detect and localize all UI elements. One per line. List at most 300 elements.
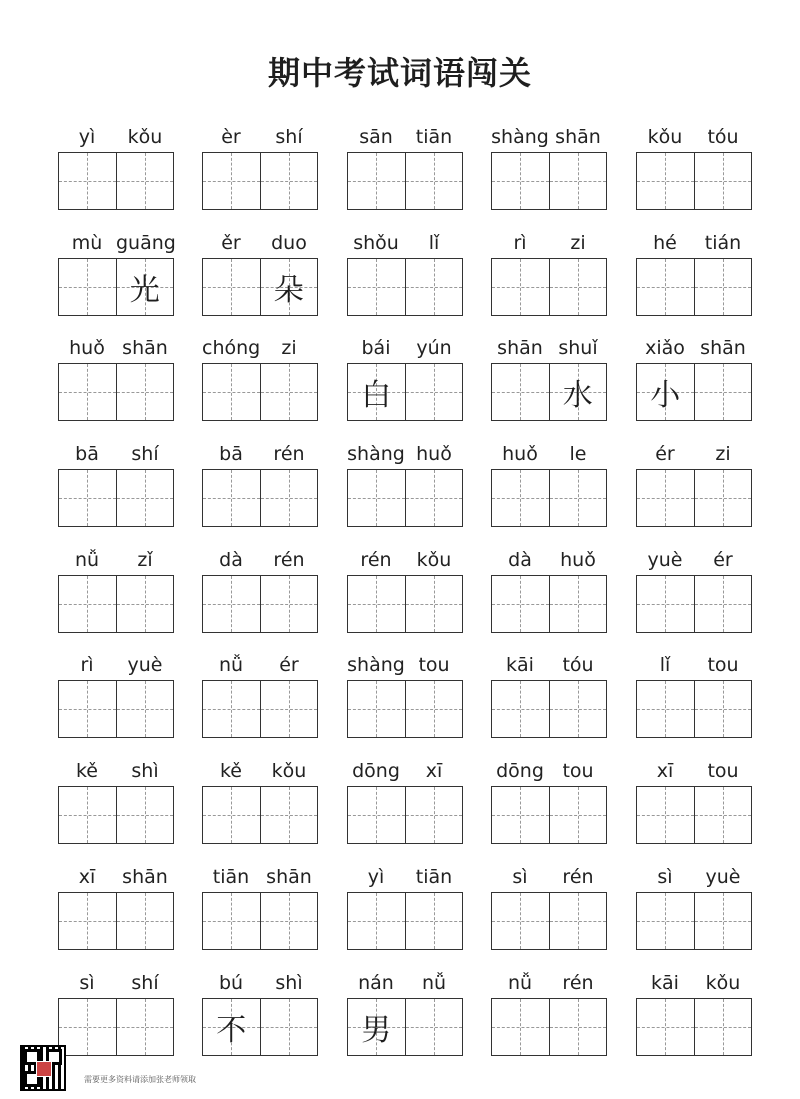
pinyin-syllable: xī xyxy=(425,760,443,782)
word-cell xyxy=(202,754,318,844)
pinyin-row xyxy=(202,120,318,148)
tianzige-box[interactable] xyxy=(348,259,405,315)
tianzige-box[interactable] xyxy=(260,470,318,526)
tianzige-box-pair xyxy=(636,363,752,421)
pinyin-syllable: tou xyxy=(707,760,739,782)
pinyin-row xyxy=(347,226,463,254)
tianzige-box[interactable] xyxy=(348,470,405,526)
pinyin-row xyxy=(491,860,607,888)
tianzige-box-pair xyxy=(491,575,607,633)
footer xyxy=(20,1045,196,1091)
tianzige-box[interactable] xyxy=(405,787,463,843)
tianzige-box[interactable] xyxy=(492,787,549,843)
word-cell xyxy=(491,331,607,421)
pinyin-syllable: rén xyxy=(360,549,392,571)
tianzige-box[interactable] xyxy=(405,364,463,420)
pinyin-syllable: xiǎo xyxy=(645,337,685,359)
tianzige-box[interactable] xyxy=(203,787,260,843)
pinyin-syllable: tiān xyxy=(415,126,453,148)
word-cell xyxy=(58,226,174,316)
pinyin-syllable: zǐ xyxy=(137,549,153,571)
tianzige-box-pair xyxy=(347,363,463,421)
tianzige-box-pair xyxy=(202,575,318,633)
tianzige-box[interactable] xyxy=(116,153,174,209)
pinyin-syllable: nǚ xyxy=(507,972,533,994)
tianzige-box[interactable] xyxy=(637,893,694,949)
tianzige-box[interactable] xyxy=(203,153,260,209)
word-cell xyxy=(58,543,174,633)
tianzige-box[interactable] xyxy=(549,576,607,632)
pinyin-row xyxy=(347,331,463,359)
tianzige-box[interactable] xyxy=(116,893,174,949)
word-cell xyxy=(58,966,174,1056)
word-cell xyxy=(347,120,463,210)
tianzige-box[interactable] xyxy=(260,681,318,737)
pinyin-syllable: bú xyxy=(218,972,244,994)
pinyin-syllable: ěr xyxy=(221,232,241,254)
word-cell xyxy=(636,648,752,738)
tianzige-box[interactable] xyxy=(405,259,463,315)
pinyin-syllable: shí xyxy=(131,972,159,994)
pinyin-syllable: dà xyxy=(219,549,243,571)
pinyin-row xyxy=(636,860,752,888)
tianzige-box-pair xyxy=(58,575,174,633)
pinyin-row xyxy=(491,966,607,994)
tianzige-box[interactable] xyxy=(694,893,752,949)
tianzige-box-pair xyxy=(58,469,174,527)
pinyin-syllable: zi xyxy=(281,337,297,359)
pinyin-syllable: lǐ xyxy=(428,232,440,254)
pinyin-syllable: kǒu xyxy=(127,126,163,148)
pinyin-syllable: rì xyxy=(513,232,527,254)
pinyin-syllable: kǒu xyxy=(705,972,741,994)
pinyin-row xyxy=(58,226,174,254)
tianzige-box[interactable] xyxy=(637,153,694,209)
tianzige-box[interactable] xyxy=(492,576,549,632)
word-cell xyxy=(202,437,318,527)
tianzige-box-pair xyxy=(202,258,318,316)
pinyin-row xyxy=(202,754,318,782)
pinyin-row xyxy=(636,226,752,254)
tianzige-box-pair xyxy=(491,998,607,1056)
tianzige-box-pair xyxy=(636,258,752,316)
pinyin-syllable: kāi xyxy=(651,972,679,994)
tianzige-box[interactable] xyxy=(694,153,752,209)
pinyin-syllable: dōng xyxy=(352,760,400,782)
pinyin-syllable: dà xyxy=(508,549,532,571)
tianzige-box[interactable] xyxy=(116,681,174,737)
pinyin-row xyxy=(58,966,174,994)
word-cell xyxy=(58,648,174,738)
tianzige-box-pair xyxy=(636,469,752,527)
tianzige-box-pair xyxy=(58,363,174,421)
tianzige-box[interactable] xyxy=(59,470,116,526)
tianzige-box-pair xyxy=(58,680,174,738)
tianzige-box[interactable] xyxy=(549,153,607,209)
pinyin-row xyxy=(491,331,607,359)
pinyin-syllable: shuǐ xyxy=(558,337,598,359)
tianzige-box[interactable] xyxy=(348,364,405,420)
pinyin-syllable: yuè xyxy=(705,866,741,888)
tianzige-box-pair xyxy=(347,575,463,633)
pinyin-syllable: nán xyxy=(358,972,394,994)
tianzige-box[interactable] xyxy=(694,576,752,632)
tianzige-box-pair xyxy=(58,258,174,316)
tianzige-box[interactable] xyxy=(405,681,463,737)
pinyin-syllable: yì xyxy=(367,866,385,888)
tianzige-box[interactable] xyxy=(549,787,607,843)
pinyin-row xyxy=(58,754,174,782)
tianzige-box-pair xyxy=(347,152,463,210)
tianzige-box[interactable] xyxy=(59,893,116,949)
tianzige-box[interactable] xyxy=(549,893,607,949)
pinyin-syllable: lǐ xyxy=(659,654,671,676)
tianzige-box-pair xyxy=(202,786,318,844)
tianzige-box[interactable] xyxy=(348,787,405,843)
pinyin-syllable: sān xyxy=(359,126,393,148)
tianzige-box-pair xyxy=(491,892,607,950)
pinyin-syllable: rén xyxy=(273,549,305,571)
pinyin-syllable: zi xyxy=(715,443,731,465)
pinyin-row xyxy=(636,966,752,994)
word-cell xyxy=(347,648,463,738)
pinyin-row xyxy=(202,543,318,571)
tianzige-box[interactable] xyxy=(492,153,549,209)
hanzi-char: 水 xyxy=(562,378,593,413)
word-cell xyxy=(58,754,174,844)
tianzige-box[interactable] xyxy=(59,681,116,737)
pinyin-syllable: rì xyxy=(80,654,94,676)
pinyin-row xyxy=(491,120,607,148)
word-cell xyxy=(58,331,174,421)
word-cell xyxy=(636,543,752,633)
tianzige-box[interactable] xyxy=(549,364,607,420)
pinyin-syllable: shān xyxy=(555,126,601,148)
tianzige-box[interactable] xyxy=(405,153,463,209)
tianzige-box-pair xyxy=(202,363,318,421)
pinyin-row xyxy=(491,648,607,676)
word-cell xyxy=(347,437,463,527)
tianzige-box-pair xyxy=(491,680,607,738)
tianzige-box[interactable] xyxy=(637,999,694,1055)
tianzige-box[interactable] xyxy=(348,893,405,949)
pinyin-syllable: dōng xyxy=(496,760,544,782)
pinyin-row xyxy=(491,437,607,465)
pinyin-syllable: huǒ xyxy=(560,549,596,571)
pinyin-syllable: nǚ xyxy=(74,549,100,571)
tianzige-box[interactable] xyxy=(637,576,694,632)
tianzige-box[interactable] xyxy=(492,681,549,737)
word-cell xyxy=(636,966,752,1056)
pinyin-row xyxy=(347,966,463,994)
word-cell xyxy=(491,860,607,950)
word-cell xyxy=(58,120,174,210)
pinyin-syllable: huǒ xyxy=(69,337,105,359)
pinyin-row xyxy=(347,120,463,148)
pinyin-syllable: xī xyxy=(656,760,674,782)
pinyin-syllable: shàng xyxy=(491,126,549,148)
pinyin-syllable: tou xyxy=(562,760,594,782)
tianzige-box-pair xyxy=(347,469,463,527)
tianzige-box[interactable] xyxy=(637,681,694,737)
pinyin-syllable: yuè xyxy=(127,654,163,676)
tianzige-box[interactable] xyxy=(549,470,607,526)
pinyin-row xyxy=(347,648,463,676)
tianzige-box[interactable] xyxy=(203,470,260,526)
word-cell xyxy=(202,648,318,738)
tianzige-box[interactable] xyxy=(694,999,752,1055)
pinyin-syllable: zi xyxy=(570,232,586,254)
tianzige-box[interactable] xyxy=(549,999,607,1055)
tianzige-box[interactable] xyxy=(348,576,405,632)
pinyin-syllable: ér xyxy=(713,549,733,571)
tianzige-box-pair xyxy=(491,363,607,421)
tianzige-box[interactable] xyxy=(260,999,318,1055)
tianzige-box-pair xyxy=(636,680,752,738)
word-cell xyxy=(491,437,607,527)
pinyin-syllable: kǒu xyxy=(416,549,452,571)
pinyin-syllable: chóng xyxy=(202,337,261,359)
tianzige-box-pair xyxy=(202,152,318,210)
word-cell xyxy=(202,331,318,421)
pinyin-syllable: shān xyxy=(266,866,312,888)
pinyin-row xyxy=(347,754,463,782)
word-cell xyxy=(202,226,318,316)
pinyin-row xyxy=(491,754,607,782)
tianzige-box[interactable] xyxy=(694,259,752,315)
pinyin-syllable: tián xyxy=(704,232,742,254)
word-cell xyxy=(491,754,607,844)
tianzige-box[interactable] xyxy=(694,681,752,737)
pinyin-syllable: ér xyxy=(655,443,675,465)
pinyin-syllable: yì xyxy=(78,126,96,148)
tianzige-box[interactable] xyxy=(637,470,694,526)
tianzige-box[interactable] xyxy=(59,364,116,420)
tianzige-box[interactable] xyxy=(116,364,174,420)
tianzige-box[interactable] xyxy=(637,787,694,843)
pinyin-syllable: tiān xyxy=(415,866,453,888)
tianzige-box[interactable] xyxy=(116,470,174,526)
pinyin-syllable: huǒ xyxy=(502,443,538,465)
tianzige-box-pair xyxy=(202,892,318,950)
tianzige-box[interactable] xyxy=(694,787,752,843)
word-cell xyxy=(202,543,318,633)
pinyin-syllable: huǒ xyxy=(416,443,452,465)
pinyin-syllable: hé xyxy=(653,232,677,254)
pinyin-syllable: shān xyxy=(700,337,746,359)
pinyin-syllable: kǒu xyxy=(271,760,307,782)
word-cell xyxy=(491,543,607,633)
pinyin-row xyxy=(202,860,318,888)
tianzige-box[interactable] xyxy=(549,259,607,315)
pinyin-row xyxy=(202,226,318,254)
tianzige-box-pair xyxy=(347,998,463,1056)
tianzige-box[interactable] xyxy=(549,681,607,737)
tianzige-box[interactable] xyxy=(637,364,694,420)
tianzige-box[interactable] xyxy=(405,576,463,632)
tianzige-box-pair xyxy=(202,469,318,527)
pinyin-row xyxy=(636,543,752,571)
tianzige-box-pair xyxy=(636,786,752,844)
tianzige-box[interactable] xyxy=(694,470,752,526)
word-cell xyxy=(636,860,752,950)
tianzige-box-pair xyxy=(636,892,752,950)
tianzige-box-pair xyxy=(58,786,174,844)
tianzige-box[interactable] xyxy=(492,893,549,949)
word-cell xyxy=(202,120,318,210)
word-cell xyxy=(347,331,463,421)
word-cell xyxy=(347,754,463,844)
tianzige-box-pair xyxy=(491,786,607,844)
hanzi-char: 不 xyxy=(216,1013,247,1048)
pinyin-syllable: èr xyxy=(221,126,241,148)
tianzige-box-pair xyxy=(636,575,752,633)
pinyin-syllable: shān xyxy=(497,337,543,359)
tianzige-box[interactable] xyxy=(492,364,549,420)
tianzige-box[interactable] xyxy=(116,576,174,632)
hanzi-char: 小 xyxy=(650,378,681,413)
pinyin-syllable: shí xyxy=(275,126,303,148)
word-cell xyxy=(347,966,463,1056)
pinyin-syllable: sì xyxy=(79,972,95,994)
tianzige-box[interactable] xyxy=(203,259,260,315)
tianzige-box[interactable] xyxy=(348,153,405,209)
pinyin-syllable: shì xyxy=(131,760,159,782)
tianzige-box-pair xyxy=(636,998,752,1056)
pinyin-syllable: shàng xyxy=(347,443,405,465)
pinyin-syllable: tóu xyxy=(707,126,739,148)
pinyin-syllable: shí xyxy=(131,443,159,465)
pinyin-row xyxy=(347,860,463,888)
word-cell xyxy=(636,754,752,844)
tianzige-box[interactable] xyxy=(203,576,260,632)
hanzi-char: 白 xyxy=(361,378,392,413)
tianzige-box-pair xyxy=(347,258,463,316)
tianzige-box[interactable] xyxy=(405,470,463,526)
pinyin-row xyxy=(58,860,174,888)
pinyin-syllable: tou xyxy=(707,654,739,676)
tianzige-box[interactable] xyxy=(203,681,260,737)
pinyin-row xyxy=(347,543,463,571)
tianzige-box[interactable] xyxy=(492,999,549,1055)
pinyin-syllable: tou xyxy=(418,654,450,676)
page-title: 期中考试词语闯关 xyxy=(267,54,532,92)
tianzige-box[interactable] xyxy=(405,893,463,949)
tianzige-box[interactable] xyxy=(348,999,405,1055)
pinyin-row xyxy=(58,331,174,359)
pinyin-syllable: guāng xyxy=(116,232,176,254)
tianzige-box[interactable] xyxy=(260,153,318,209)
tianzige-box[interactable] xyxy=(116,259,174,315)
word-cell xyxy=(202,860,318,950)
pinyin-syllable: rén xyxy=(562,866,594,888)
pinyin-syllable: kǒu xyxy=(647,126,683,148)
pinyin-syllable: mù xyxy=(71,232,103,254)
tianzige-box[interactable] xyxy=(203,893,260,949)
tianzige-box[interactable] xyxy=(260,893,318,949)
word-cell xyxy=(491,648,607,738)
pinyin-syllable: kāi xyxy=(506,654,534,676)
tianzige-box[interactable] xyxy=(59,576,116,632)
pinyin-row xyxy=(58,648,174,676)
tianzige-box[interactable] xyxy=(59,259,116,315)
tianzige-box[interactable] xyxy=(492,259,549,315)
pinyin-syllable: nǚ xyxy=(218,654,244,676)
qr-code-icon xyxy=(20,1045,66,1091)
pinyin-syllable: bā xyxy=(75,443,99,465)
word-cell xyxy=(347,543,463,633)
tianzige-box[interactable] xyxy=(59,153,116,209)
pinyin-syllable: shǒu xyxy=(353,232,399,254)
pinyin-syllable: kě xyxy=(219,760,242,782)
pinyin-row xyxy=(636,437,752,465)
word-cell xyxy=(491,120,607,210)
tianzige-box-pair xyxy=(58,152,174,210)
pinyin-row xyxy=(58,437,174,465)
pinyin-row xyxy=(636,120,752,148)
pinyin-row xyxy=(58,120,174,148)
tianzige-box[interactable] xyxy=(260,364,318,420)
tianzige-box-pair xyxy=(347,680,463,738)
tianzige-box[interactable] xyxy=(203,999,260,1055)
tianzige-box-pair xyxy=(491,152,607,210)
pinyin-syllable: xī xyxy=(78,866,96,888)
tianzige-box[interactable] xyxy=(260,787,318,843)
tianzige-box[interactable] xyxy=(348,681,405,737)
pinyin-row xyxy=(202,648,318,676)
pinyin-syllable: sì xyxy=(657,866,673,888)
tianzige-box[interactable] xyxy=(492,470,549,526)
pinyin-row xyxy=(202,437,318,465)
pinyin-syllable: sì xyxy=(512,866,528,888)
hanzi-char: 光 xyxy=(129,273,160,308)
tianzige-box[interactable] xyxy=(203,364,260,420)
tianzige-box-pair xyxy=(347,892,463,950)
tianzige-box[interactable] xyxy=(260,259,318,315)
tianzige-box[interactable] xyxy=(637,259,694,315)
pinyin-row xyxy=(491,226,607,254)
pinyin-syllable: shān xyxy=(122,337,168,359)
tianzige-box-pair xyxy=(347,786,463,844)
word-cell xyxy=(347,226,463,316)
pinyin-syllable: rén xyxy=(273,443,305,465)
tianzige-box-pair xyxy=(202,998,318,1056)
tianzige-box-pair xyxy=(202,680,318,738)
pinyin-row xyxy=(347,437,463,465)
word-cell xyxy=(491,966,607,1056)
word-cell xyxy=(491,226,607,316)
word-cell xyxy=(636,120,752,210)
tianzige-box[interactable] xyxy=(694,364,752,420)
tianzige-box[interactable] xyxy=(405,999,463,1055)
tianzige-box[interactable] xyxy=(116,787,174,843)
footer-text: 需要更多资料请添加张老师领取 xyxy=(84,1074,196,1084)
pinyin-row xyxy=(636,648,752,676)
pinyin-syllable: le xyxy=(569,443,587,465)
pinyin-syllable: tóu xyxy=(562,654,594,676)
tianzige-box[interactable] xyxy=(59,787,116,843)
pinyin-row xyxy=(58,543,174,571)
hanzi-char: 朵 xyxy=(273,273,304,308)
pinyin-syllable: duo xyxy=(271,232,307,254)
tianzige-box-pair xyxy=(636,152,752,210)
pinyin-row xyxy=(636,754,752,782)
pinyin-syllable: bā xyxy=(219,443,243,465)
hanzi-char: 男 xyxy=(361,1013,392,1048)
tianzige-box-pair xyxy=(491,469,607,527)
pinyin-syllable: bái xyxy=(361,337,391,359)
tianzige-box[interactable] xyxy=(260,576,318,632)
